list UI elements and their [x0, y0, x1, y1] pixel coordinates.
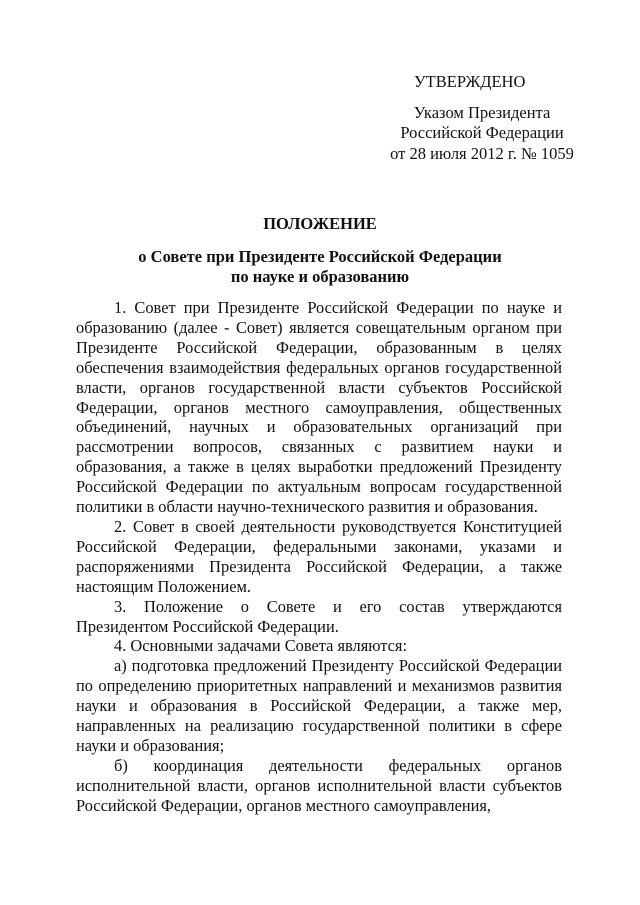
approval-stamp: УТВЕРЖДЕНО [414, 72, 526, 91]
paragraph-4b: б) координация деятельности федеральных органов исполнительной власти, органов исполнительной власти субъектов Российской Федерации, органов местного самоуправления, [76, 755, 562, 815]
approval-date: от 28 июля 2012 г. № 1059 [390, 143, 574, 163]
paragraph-4a: а) подготовка предложений Президенту Российской Федерации по определению приоритетных направлений и механизмов развития науки и образования в Российской Федерации, а также мер, направленных на реализацию государственной политики в сфере науки и образования; [76, 656, 562, 755]
paragraph-2: 2. Совет в своей деятельности руководствуется Конституцией Российской Федерации, федеральными законами, указами и распоряжениями Президента Российской Федерации, а также настоящим Положением. [76, 516, 562, 596]
paragraph-1: 1. Совет при Президенте Российской Федерации по науке и образованию (далее - Совет) является совещательным органом при Президенте Российской Федерации, образованным в целях обеспечения взаимодействия федеральных органов государственной власти, органов государственной власти субъектов Российской Федерации, органов местного самоуправления, общественных объединений, научных и образовательных организаций при рассмотрении вопросов, связанных с развитием науки и образования, а также в целях выработки предложений Президенту Российской Федерации по актуальным вопросам государственной политики в области научно-технического развития и образования. [76, 298, 562, 517]
document-subtitle-line1: о Совете при Президенте Российской Федерации [138, 246, 502, 266]
approval-block [372, 72, 592, 164]
document-subtitle-line2: по науке и образованию [230, 267, 410, 286]
paragraph-4: 4. Основными задачами Совета являются: [114, 636, 408, 656]
approval-decree: Указом Президента [413, 102, 551, 122]
document-title: ПОЛОЖЕНИЕ [263, 214, 377, 233]
approval-country: Российской Федерации [400, 123, 564, 142]
paragraph-3: 3. Положение о Совете и его состав утверждаются Президентом Российской Федерации. [76, 596, 562, 636]
document-heading [0, 214, 640, 288]
document-body [76, 298, 562, 816]
